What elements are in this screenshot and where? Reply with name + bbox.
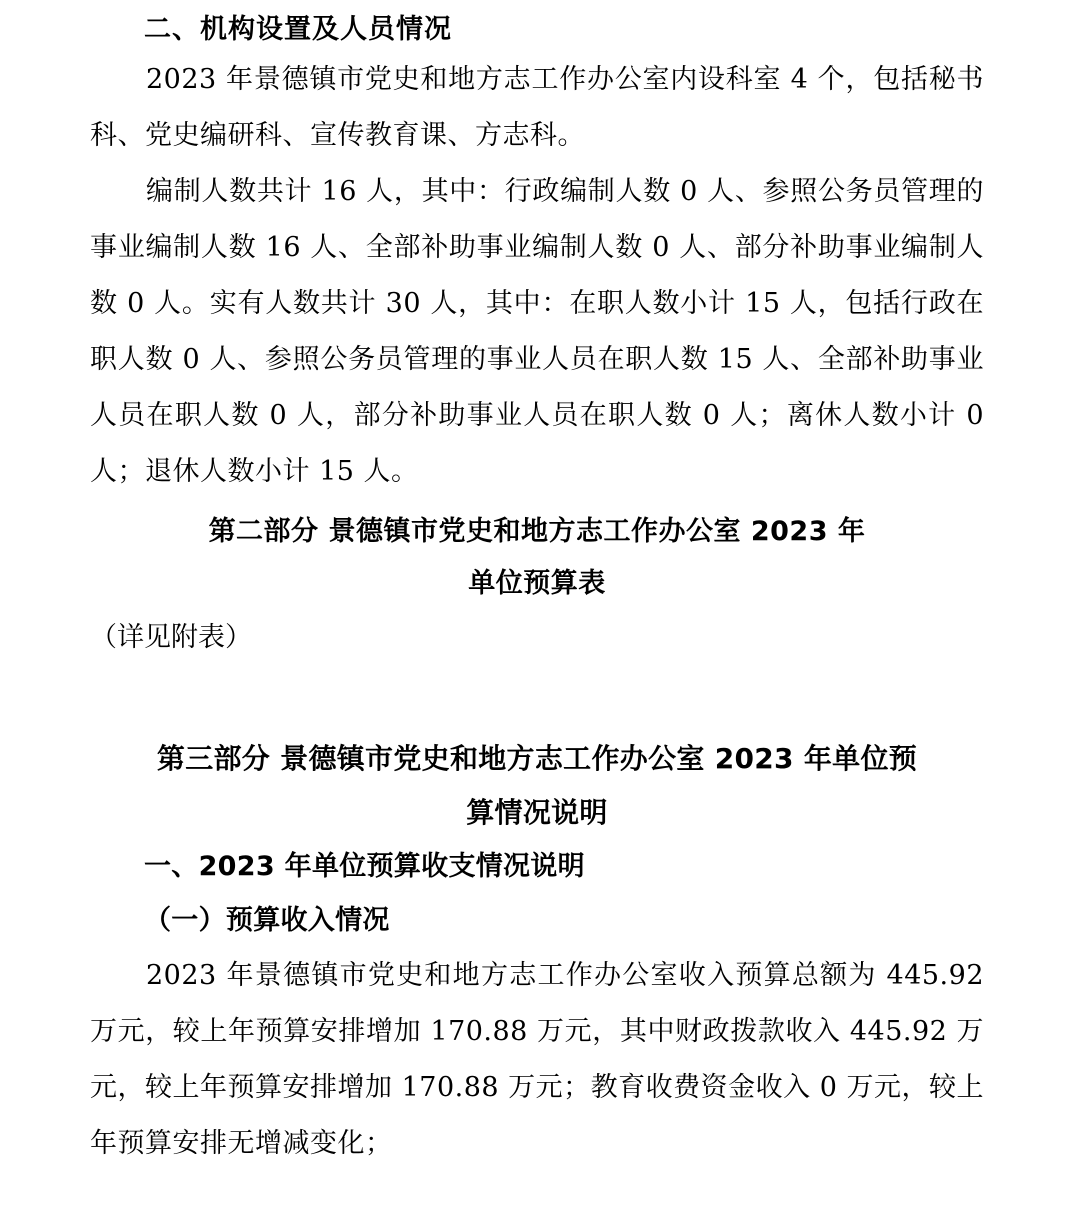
paragraph-staffing: 编制人数共计 16 人，其中：行政编制人数 0 人、参照公务员管理的事业编制人数 16 人、全部补助事业编制人数 0 人、部分补助事业编制人数 0 人。实有人数共计 30 人，其中：在职人数小计 15 人，包括行政在职人数 0 人、参照公务员管理的事业人员在职人数 15 人、全部补助事业人员在职人数 0 人，部分补助事业人员在职人数 0 人；离休人数小计 0 人；退休人数小计 15 人。	[90, 176, 984, 487]
part-three-title-line2: 算情况说明	[466, 796, 608, 829]
part-two-note: （详见附表）	[90, 622, 252, 653]
part-two-title-line2: 单位预算表	[468, 568, 606, 599]
heading-budget-income: （一）预算收入情况	[144, 905, 390, 936]
paragraph-departments: 2023 年景德镇市党史和地方志工作办公室内设科室 4 个，包括秘书科、党史编研科、宣传教育课、方志科。	[90, 64, 984, 151]
part-two-title-line1: 第二部分 景德镇市党史和地方志工作办公室 2023 年	[208, 516, 866, 547]
part-three-title-line1: 第三部分 景德镇市党史和地方志工作办公室 2023 年单位预	[156, 742, 918, 775]
heading-budget-revenue-expenditure: 一、2023 年单位预算收支情况说明	[144, 851, 585, 882]
paragraph-budget-income-detail: 2023 年景德镇市党史和地方志工作办公室收入预算总额为 445.92 万元，较上年预算安排增加 170.88 万元，其中财政拨款收入 445.92 万元，较上年预算安排增加 170.88 万元；教育收费资金收入 0 万元，较上年预算安排无增减变化；	[90, 960, 984, 1159]
part-three-title	[90, 732, 984, 840]
part-two-title	[90, 500, 984, 610]
section-heading-institution-setup: 二、机构设置及人员情况	[144, 14, 452, 45]
section-spacer	[90, 666, 984, 732]
